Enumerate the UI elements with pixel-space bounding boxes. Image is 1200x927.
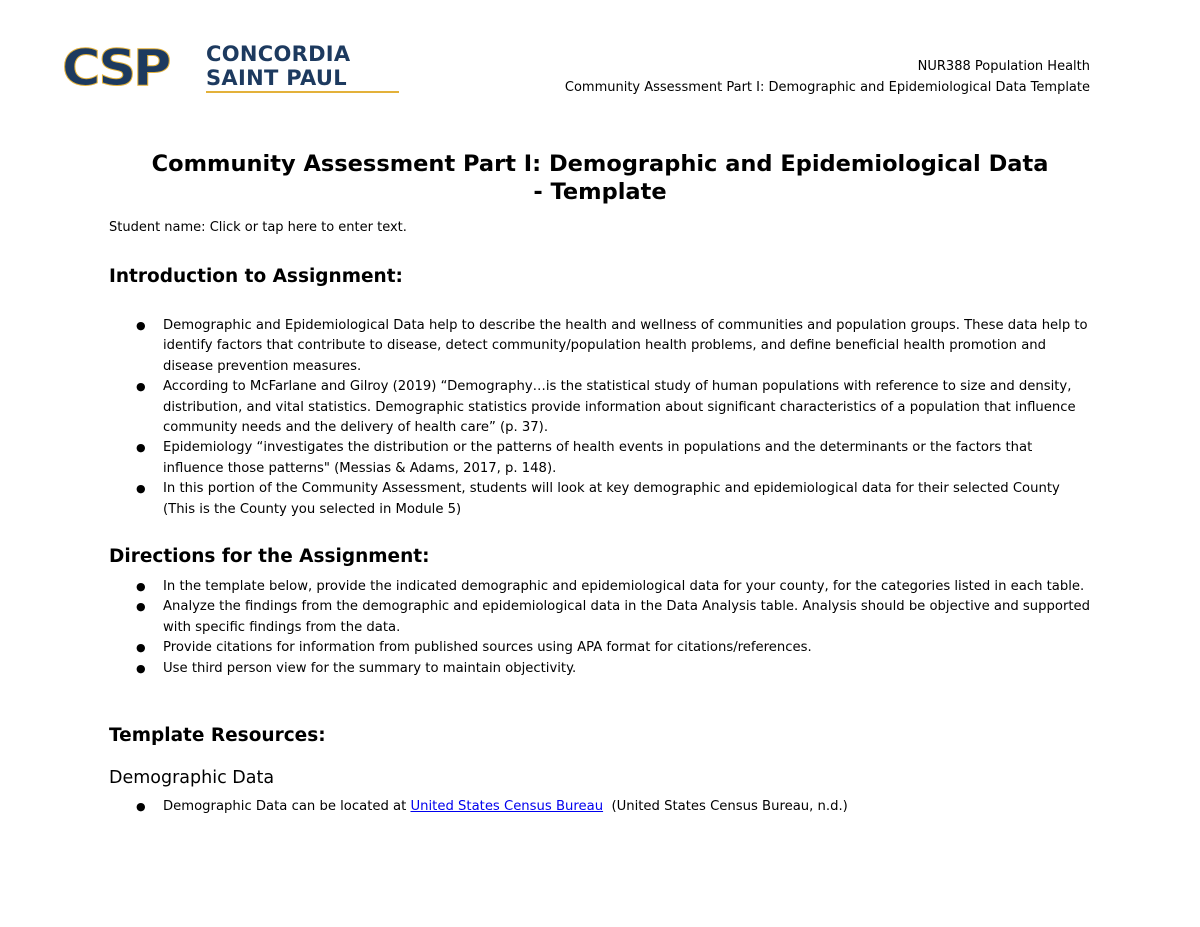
list-item: ● Demographic and Epidemiological Data help to describe the health and wellness of communities and population groups. These data help to identify factors that contribute to disease, detect community/population health problems, and define beneficial health promotion and disease prevention measures. <box>136 318 1088 374</box>
logo-line-2: SAINT PAUL <box>206 66 347 90</box>
list-item: ● Provide citations for information from published sources using APA format for citations/references. <box>0 638 1093 658</box>
csp-logo <box>62 39 351 97</box>
intro-bullet-list <box>0 316 1200 520</box>
document-title <box>100 150 1100 206</box>
bullet-icon: ● <box>136 319 146 332</box>
student-name-row <box>109 219 407 237</box>
list-item: ● According to McFarlane and Gilroy (2019) “Demography…is the statistical study of human populations with reference to size and density, distribution, and vital statistics. Demographic statistics provide information about significant characteristics of a population that influence community needs and the delivery of health care” (p. 37). <box>136 379 1076 436</box>
demographic-data-subheading: Demographic Data <box>109 768 275 788</box>
list-item: ● Demographic Data can be located at United States Census Bureau (United States Census Bureau, n.d.) <box>0 797 1093 817</box>
bullet-icon: ● <box>136 800 146 813</box>
student-name-field[interactable]: Click or tap here to enter text. <box>209 220 407 235</box>
page-header <box>565 56 1090 98</box>
directions-heading: Directions for the Assignment: <box>109 546 430 567</box>
bullet-icon: ● <box>136 441 146 455</box>
list-item: ● Analyze the findings from the demographic and epidemiological data in the Data Analysis table. Analysis should be objective and supported with specific findings from the data. <box>136 599 1091 635</box>
list-item: ● In the template below, provide the indicated demographic and epidemiological data for your county, for the categories listed in each table. <box>0 577 1093 597</box>
resources-bullet-list <box>0 797 1200 817</box>
list-item: ● Use third person view for the summary to maintain objectivity. <box>0 659 1093 679</box>
title-line-2: - Template <box>533 179 667 205</box>
header-doc-title: Community Assessment Part I: Demographic and Epidemiological Data Template <box>564 80 1090 95</box>
intro-heading: Introduction to Assignment: <box>109 266 403 287</box>
title-line-1: Community Assessment Part I: Demographic and Epidemiological Data <box>151 151 1049 177</box>
directions-bullet-list <box>0 577 1200 679</box>
bullet-icon: ● <box>136 641 146 655</box>
logo-underline <box>206 91 399 93</box>
logo-wordmark <box>206 42 351 90</box>
list-item: ● In this portion of the Community Assessment, students will look at key demographic and epidemiological data for their selected County (This is the County you selected in Module 5) <box>136 481 1060 517</box>
header-course: NUR388 Population Health <box>917 59 1090 74</box>
logo-line-1: CONCORDIA <box>206 42 351 66</box>
list-item: ● Epidemiology “investigates the distribution or the patterns of health events in populations and the determinants or the factors that influence those patterns" (Messias & Adams, 2017, p. 148). <box>136 440 1033 476</box>
census-bureau-link[interactable]: United States Census Bureau <box>410 799 604 814</box>
logo-mark: CSP <box>62 39 169 97</box>
bullet-icon: ● <box>136 380 146 394</box>
bullet-icon: ● <box>136 600 146 614</box>
student-name-label: Student name: <box>109 220 210 235</box>
bullet-icon: ● <box>136 482 146 496</box>
bullet-icon: ● <box>136 661 146 675</box>
resources-heading: Template Resources: <box>109 725 326 746</box>
bullet-icon: ● <box>136 580 146 593</box>
